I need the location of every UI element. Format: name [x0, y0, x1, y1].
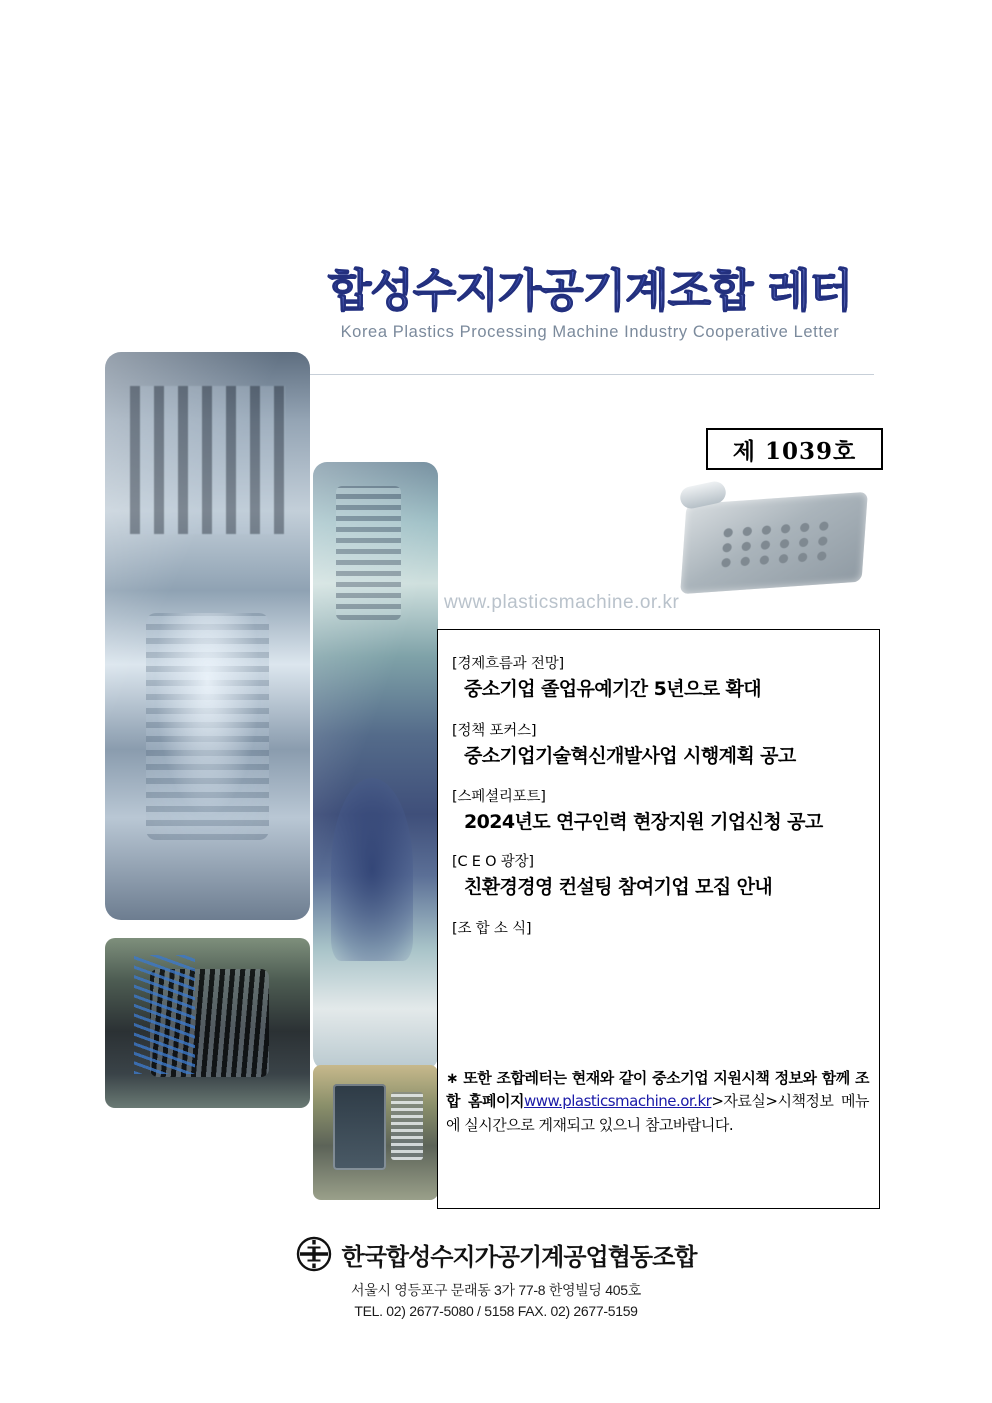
section-label-association-news: [조 합 소 식]: [452, 920, 532, 937]
footer: [0, 1236, 992, 1322]
masthead-divider: [308, 374, 874, 375]
footer-address-line2: TEL. 02) 2677-5080 / 5158 FAX. 02) 2677-5159: [354, 1303, 638, 1319]
issue-number-box: [706, 428, 883, 470]
footnote-link[interactable]: www.plasticsmachine.or.kr: [524, 1092, 712, 1111]
masthead: [300, 264, 880, 378]
photo-plastic-product: [666, 470, 881, 615]
footnote: [446, 1067, 869, 1137]
photo-blow-molding-machine: [105, 352, 310, 920]
masthead-title-main: 합성수지가공기계조합: [327, 264, 753, 317]
footnote-suffix: >자료실>시책정보 메뉴에 실시간으로 게재되고 있으니 참고바랍니다.: [446, 1092, 869, 1134]
footer-organization-name: 한국합성수지가공기계공업협동조합: [341, 1242, 697, 1271]
section-title-economy: 중소기업 졸업유예기간 5년으로 확대: [464, 678, 761, 700]
contents-box: [437, 629, 880, 1209]
watermark-url: www.plasticsmachine.or.kr: [444, 592, 680, 613]
masthead-subtitle: Korea Plastics Processing Machine Industry Cooperative Letter: [340, 323, 840, 341]
section-label-special-report: [스페셜리포트]: [452, 789, 546, 806]
section-title-ceo: 친환경경영 컨설팅 참여기업 모집 안내: [464, 875, 773, 898]
footnote-prefix: ∗ 또한 조합레터는 현재와 같이 중소기업 지원시책 정보와 함께 조합 홈페이지: [446, 1069, 869, 1111]
product-perforations: [716, 518, 832, 570]
section-label-policy: [정책 포커스]: [452, 722, 537, 739]
section-label-ceo: [C E O 광장]: [452, 853, 534, 870]
photo-extruder-machine: [313, 462, 438, 1070]
footer-address: [0, 1280, 992, 1322]
section-label-economy: [경제흐름과 전망]: [452, 656, 564, 672]
section-title-policy: 중소기업기술혁신개발사업 시행계획 공고: [464, 744, 796, 767]
masthead-title: [300, 264, 880, 317]
association-logo-icon: [296, 1236, 332, 1272]
photo-corrugated-pipe: [105, 938, 310, 1108]
footer-org-row: [0, 1236, 992, 1272]
footer-address-line1: 서울시 영등포구 문래동 3가 77-8 한영빌딩 405호: [351, 1282, 641, 1298]
section-title-special-report: 2024년도 연구인력 현장지원 기업신청 공고: [464, 811, 823, 834]
issue-number-label: 제 1039호: [732, 437, 857, 465]
photo-cnc-controller: [313, 1065, 438, 1200]
masthead-title-accent: 레터: [767, 264, 853, 317]
